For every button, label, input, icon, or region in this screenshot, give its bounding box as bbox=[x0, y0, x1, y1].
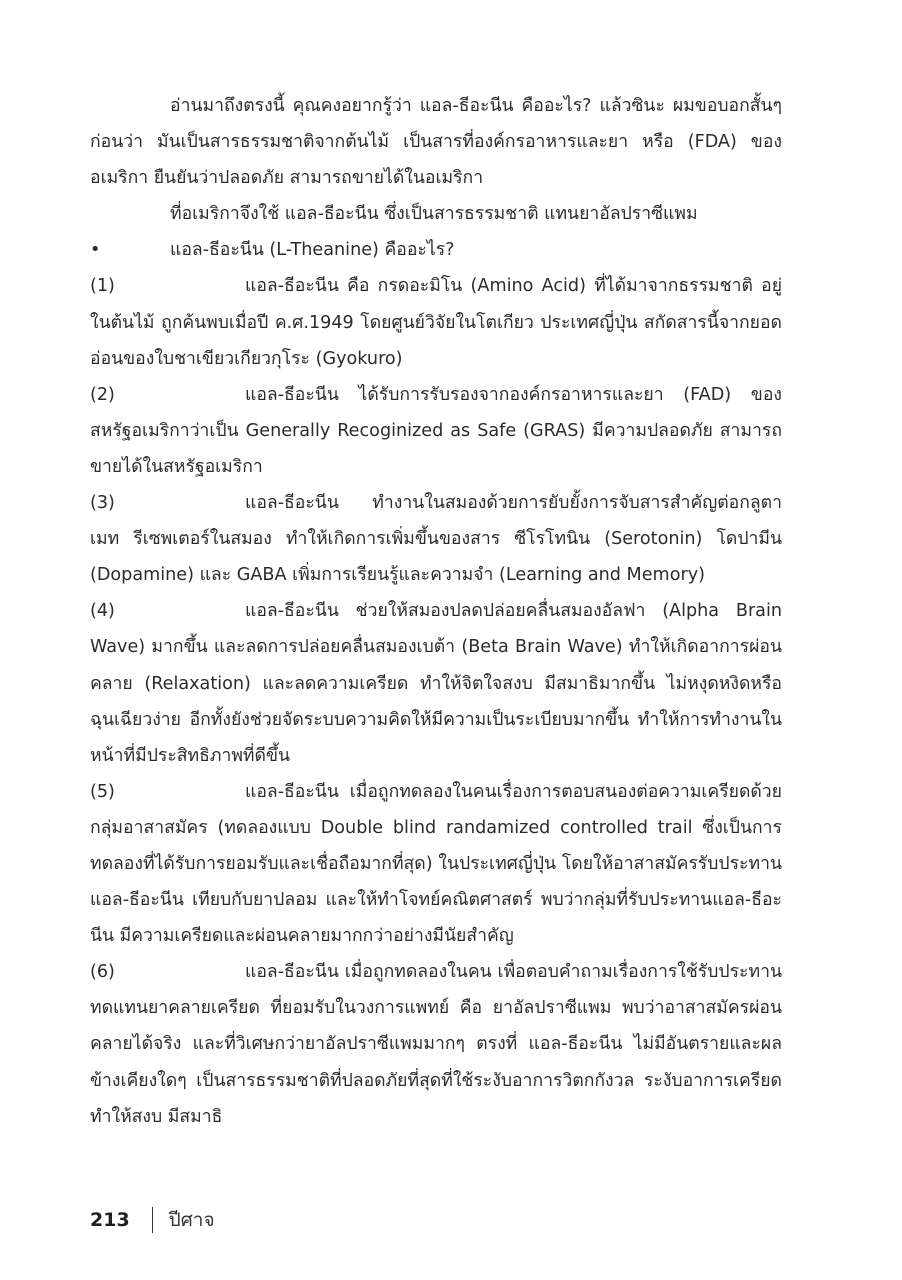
intro-paragraph: อ่านมาถึงตรงนี้ คุณคงอยากรู้ว่า แอล-ธีอะนีน คืออะไร? แล้วซินะ ผมขอบอกสั้นๆ ก่อนว่า มันเป็นสารธรรมชาติจากต้นไม้ เป็นสารที่องค์กรอาหารและยา หรือ (FDA) ของอเมริกา ยืนยันว่าปลอดภัย สามารถขายได้ในอเมริกา bbox=[90, 96, 782, 189]
item-text: แอล-ธีอะนีน เมื่อถูกทดลองในคน เพื่อตอบคำถามเรื่องการใช้รับประทานทดแทนยาคลายเครียด ที่ยอมรับในวงการแพทย์ คือ ยาอัลปราซีแพม พบว่าอาสาสมัครผ่อนคลายได้จริง และที่วิเศษกว่ายาอัลปราซีแพมมากๆ ตรงที่ แอล-ธีอะนีน ไม่มีอันตรายและผลข้างเคียงใดๆ เป็นสารธรรมชาติที่ปลอดภัยที่สุดที่ใช้ระงับอาการวิตกกังวล ระงับอาการเครียด ทำให้สงบ มีสมาธิ bbox=[90, 962, 782, 1127]
item-text: แอล-ธีอะนีน ช่วยให้สมองปลดปล่อยคลื่นสมองอัลฟา (Alpha Brain Wave) มากขึ้น และลดการปล่อยคลื่นสมองเบต้า (Beta Brain Wave) ทำให้เกิดอาการผ่อนคลาย (Relaxation) และลดความเครียด ทำให้จิตใจสงบ มีสมาธิมากขึ้น ไม่หงุดหงิดหรือฉุนเฉียวง่าย อีกทั้งยังช่วยจัดระบบความคิดให้มีความเป็นระเบียบมากขึ้น ทำให้การทำงานในหน้าที่มีประสิทธิภาพที่ดีขึ้น bbox=[90, 601, 782, 766]
list-item bbox=[90, 485, 782, 593]
item-text: แอล-ธีอะนีน เมื่อถูกทดลองในคนเรื่องการตอบสนองต่อความเครียดด้วยกลุ่มอาสาสมัคร (ทดลองแบบ Double blind randamized controlled trail ซึ่งเป็นการทดลองที่ได้รับการยอมรับและเชื่อถือมากที่สุด) ในประเทศญี่ปุ่น โดยให้อาสาสมัครรับประทานแอล-ธีอะนีน เทียบกับยาปลอม และให้ทำโจทย์คณิตศาสตร์ พบว่ากลุ่มที่รับประทานแอล-ธีอะนีน มีความเครียดและผ่อนคลายมากกว่าอย่างมีนัยสำคัญ bbox=[90, 781, 782, 947]
page-footer bbox=[90, 1205, 215, 1235]
list-item bbox=[90, 377, 782, 485]
item-number: (6) bbox=[90, 962, 115, 983]
footer-divider bbox=[152, 1207, 153, 1233]
list-item bbox=[90, 954, 782, 1134]
bullet-mark: • bbox=[90, 240, 101, 261]
item-number: (4) bbox=[90, 601, 115, 622]
item-number: (2) bbox=[90, 384, 115, 405]
item-text: แอล-ธีอะนีน ได้รับการรับรองจากองค์กรอาหารและยา (FAD) ของสหรัฐอเมริกาว่าเป็น Generally Recoginized as Safe (GRAS) มีความปลอดภัย สามารถขายได้ในสหรัฐอเมริกา bbox=[90, 384, 782, 477]
list-item bbox=[90, 774, 782, 954]
item-text: แอล-ธีอะนีน คือ กรดอะมิโน (Amino Acid) ที่ได้มาจากธรรมชาติ อยู่ในต้นไม้ ถูกค้นพบเมื่อปี ค.ศ.1949 โดยศูนย์วิจัยในโตเกียว ประเทศญี่ปุ่น สกัดสารนี้จากยอดอ่อนของใบชาเขียวเกียวกุโระ (Gyokuro) bbox=[90, 276, 782, 369]
item-number: (1) bbox=[90, 276, 115, 297]
alprazolam-paragraph: ที่อเมริกาจึงใช้ แอล-ธีอะนีน ซึ่งเป็นสารธรรมชาติ แทนยาอัลปราซีแพม bbox=[170, 204, 698, 225]
bullet-heading-text: แอล-ธีอะนีน (L-Theanine) คืออะไร? bbox=[170, 240, 455, 261]
item-number: (5) bbox=[90, 781, 115, 802]
list-item bbox=[90, 593, 782, 773]
list-item bbox=[90, 268, 782, 376]
body-text bbox=[90, 88, 782, 1135]
bullet-heading bbox=[90, 232, 782, 268]
page-number: 213 bbox=[90, 1209, 130, 1231]
item-text: แอล-ธีอะนีน ทำงานในสมองด้วยการยับยั้งการจับสารสำคัญต่อกลูตาเมท รีเซพเตอร์ในสมอง ทำให้เกิดการเพิ่มขึ้นของสาร ซีโรโทนิน (Serotonin) โดปามีน (Dopamine) และ GABA เพิ่มการเรียนรู้และความจำ (Learning and Memory) bbox=[90, 493, 782, 586]
item-number: (3) bbox=[90, 493, 115, 514]
running-title: ปีศาจ bbox=[168, 1209, 215, 1231]
